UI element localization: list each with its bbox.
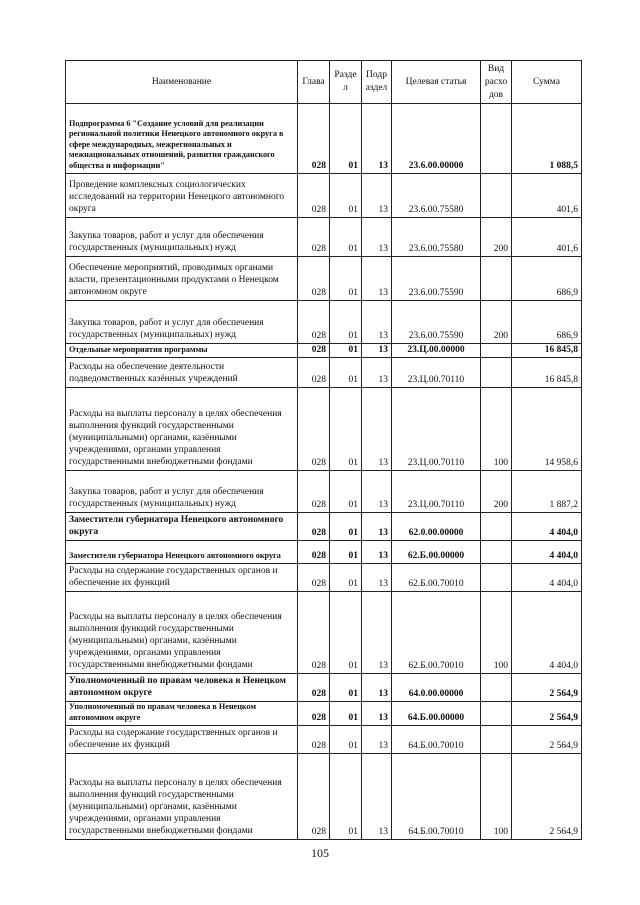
cell-section: 01 bbox=[330, 541, 362, 564]
budget-table bbox=[65, 60, 582, 840]
cell-name: Расходы на выплаты персоналу в целях обеспечения выполнения функций государственными (муниципальными) органами, казёнными учреждениями, органами управления государственными внебюджетными фондами bbox=[66, 388, 298, 471]
page-number: 105 bbox=[311, 846, 329, 860]
cell-type: 100 bbox=[481, 754, 512, 840]
cell-chapter: 028 bbox=[298, 592, 330, 674]
header-chapter: Глава bbox=[298, 61, 330, 104]
cell-sum: 2 564,9 bbox=[512, 702, 582, 726]
table-row bbox=[66, 726, 582, 754]
table-row bbox=[66, 218, 582, 257]
cell-target: 64.Б.00.70010 bbox=[392, 754, 481, 840]
cell-type bbox=[481, 104, 512, 174]
cell-subsection: 13 bbox=[362, 358, 392, 388]
cell-section: 01 bbox=[330, 754, 362, 840]
cell-sum: 686,9 bbox=[512, 257, 582, 301]
cell-sum: 4 404,0 bbox=[512, 592, 582, 674]
cell-chapter: 028 bbox=[298, 726, 330, 754]
cell-name: Расходы на содержание государственных органов и обеспечение их функций bbox=[66, 726, 298, 754]
table-row bbox=[66, 301, 582, 344]
cell-section: 01 bbox=[330, 104, 362, 174]
header-name: Наименование bbox=[66, 61, 298, 104]
cell-subsection: 13 bbox=[362, 301, 392, 344]
cell-type: 200 bbox=[481, 218, 512, 257]
cell-name: Заместители губернатора Ненецкого автономного округа bbox=[66, 513, 298, 541]
cell-target: 23.6.00.75590 bbox=[392, 257, 481, 301]
cell-subsection: 13 bbox=[362, 218, 392, 257]
cell-chapter: 028 bbox=[298, 541, 330, 564]
cell-target: 23.6.00.75580 bbox=[392, 218, 481, 257]
cell-subsection: 13 bbox=[362, 513, 392, 541]
cell-name: Подпрограмма 6 "Создание условий для реализации региональной политики Ненецкого автономного округа в сфере международных, межрегиональных и межнациональных отношений, развития гражданского общества и информации" bbox=[66, 104, 298, 174]
cell-type bbox=[481, 257, 512, 301]
cell-name: Заместители губернатора Ненецкого автономного округа bbox=[66, 541, 298, 564]
cell-sum: 1 088,5 bbox=[512, 104, 582, 174]
table-row bbox=[66, 257, 582, 301]
cell-target: 23.6.00.00000 bbox=[392, 104, 481, 174]
cell-chapter: 028 bbox=[298, 218, 330, 257]
cell-target: 23.6.00.75580 bbox=[392, 174, 481, 218]
cell-type bbox=[481, 674, 512, 702]
cell-chapter: 028 bbox=[298, 513, 330, 541]
cell-section: 01 bbox=[330, 344, 362, 358]
cell-target: 23.Ц.00.70110 bbox=[392, 471, 481, 513]
cell-name: Расходы на выплаты персоналу в целях обеспечения выполнения функций государственными (муниципальными) органами, казёнными учреждениями, органами управления государственными внебюджетными фондами bbox=[66, 592, 298, 674]
cell-type: 100 bbox=[481, 592, 512, 674]
cell-section: 01 bbox=[330, 388, 362, 471]
table-row bbox=[66, 702, 582, 726]
cell-type bbox=[481, 541, 512, 564]
cell-type bbox=[481, 726, 512, 754]
table-row bbox=[66, 471, 582, 513]
header-type: Вид расхо дов bbox=[481, 61, 512, 104]
header-subsection: Подр аздел bbox=[362, 61, 392, 104]
table-header-row bbox=[66, 61, 582, 104]
cell-target: 23.Ц.00.00000 bbox=[392, 344, 481, 358]
cell-sum: 2 564,9 bbox=[512, 674, 582, 702]
table-body bbox=[66, 104, 582, 840]
cell-section: 01 bbox=[330, 513, 362, 541]
cell-subsection: 13 bbox=[362, 754, 392, 840]
cell-subsection: 13 bbox=[362, 541, 392, 564]
cell-sum: 4 404,0 bbox=[512, 513, 582, 541]
cell-sum: 14 958,6 bbox=[512, 388, 582, 471]
cell-type bbox=[481, 564, 512, 592]
cell-subsection: 13 bbox=[362, 592, 392, 674]
cell-section: 01 bbox=[330, 674, 362, 702]
cell-subsection: 13 bbox=[362, 674, 392, 702]
cell-chapter: 028 bbox=[298, 104, 330, 174]
cell-name: Проведение комплексных социологических исследований на территории Ненецкого автономного округа bbox=[66, 174, 298, 218]
cell-section: 01 bbox=[330, 218, 362, 257]
cell-section: 01 bbox=[330, 702, 362, 726]
cell-type: 200 bbox=[481, 471, 512, 513]
cell-name: Закупка товаров, работ и услуг для обеспечения государственных (муниципальных) нужд bbox=[66, 471, 298, 513]
cell-sum: 4 404,0 bbox=[512, 541, 582, 564]
table-row bbox=[66, 104, 582, 174]
cell-section: 01 bbox=[330, 592, 362, 674]
cell-type: 200 bbox=[481, 301, 512, 344]
cell-name: Расходы на содержание государственных органов и обеспечение их функций bbox=[66, 564, 298, 592]
cell-section: 01 bbox=[330, 174, 362, 218]
cell-subsection: 13 bbox=[362, 388, 392, 471]
cell-chapter: 028 bbox=[298, 358, 330, 388]
cell-subsection: 13 bbox=[362, 174, 392, 218]
table-row bbox=[66, 564, 582, 592]
cell-sum: 401,6 bbox=[512, 218, 582, 257]
cell-sum: 686,9 bbox=[512, 301, 582, 344]
cell-target: 62.Б.00.70010 bbox=[392, 592, 481, 674]
cell-section: 01 bbox=[330, 358, 362, 388]
cell-chapter: 028 bbox=[298, 388, 330, 471]
cell-chapter: 028 bbox=[298, 754, 330, 840]
cell-target: 64.0.00.00000 bbox=[392, 674, 481, 702]
cell-section: 01 bbox=[330, 726, 362, 754]
cell-sum: 4 404,0 bbox=[512, 564, 582, 592]
header-sum: Сумма bbox=[512, 61, 582, 104]
cell-subsection: 13 bbox=[362, 257, 392, 301]
cell-subsection: 13 bbox=[362, 726, 392, 754]
cell-subsection: 13 bbox=[362, 344, 392, 358]
cell-target: 62.0.00.00000 bbox=[392, 513, 481, 541]
cell-name: Обеспечение мероприятий, проводимых органами власти, презентационными продуктами о Ненецком автономном округе bbox=[66, 257, 298, 301]
cell-name: Закупка товаров, работ и услуг для обеспечения государственных (муниципальных) нужд bbox=[66, 301, 298, 344]
header-section: Разде л bbox=[330, 61, 362, 104]
cell-name: Отдельные мероприятия программы bbox=[66, 344, 298, 358]
cell-target: 23.6.00.75590 bbox=[392, 301, 481, 344]
table-row bbox=[66, 388, 582, 471]
table-row bbox=[66, 674, 582, 702]
cell-type: 100 bbox=[481, 388, 512, 471]
cell-target: 62.Б.00.00000 bbox=[392, 541, 481, 564]
cell-type bbox=[481, 702, 512, 726]
cell-type bbox=[481, 344, 512, 358]
cell-chapter: 028 bbox=[298, 174, 330, 218]
cell-sum: 16 845,8 bbox=[512, 358, 582, 388]
cell-sum: 2 564,9 bbox=[512, 726, 582, 754]
cell-sum: 2 564,9 bbox=[512, 754, 582, 840]
header-target: Целевая статья bbox=[392, 61, 481, 104]
cell-target: 62.Б.00.70010 bbox=[392, 564, 481, 592]
cell-section: 01 bbox=[330, 564, 362, 592]
cell-section: 01 bbox=[330, 257, 362, 301]
cell-name: Расходы на выплаты персоналу в целях обеспечения выполнения функций государственными (муниципальными) органами, казёнными учреждениями, органами управления государственными внебюджетными фондами bbox=[66, 754, 298, 840]
cell-name: Расходы на обеспечение деятельности подведомственных казённых учреждений bbox=[66, 358, 298, 388]
cell-target: 64.Б.00.70010 bbox=[392, 726, 481, 754]
cell-chapter: 028 bbox=[298, 564, 330, 592]
cell-chapter: 028 bbox=[298, 471, 330, 513]
cell-type bbox=[481, 358, 512, 388]
cell-chapter: 028 bbox=[298, 257, 330, 301]
cell-name: Уполномоченный по правам человека в Ненецком автономном округе bbox=[66, 674, 298, 702]
cell-sum: 16 845,8 bbox=[512, 344, 582, 358]
table-row bbox=[66, 513, 582, 541]
cell-section: 01 bbox=[330, 471, 362, 513]
table-row bbox=[66, 592, 582, 674]
cell-sum: 1 887,2 bbox=[512, 471, 582, 513]
cell-name: Закупка товаров, работ и услуг для обеспечения государственных (муниципальных) нужд bbox=[66, 218, 298, 257]
cell-target: 23.Ц.00.70110 bbox=[392, 358, 481, 388]
table-row bbox=[66, 358, 582, 388]
cell-chapter: 028 bbox=[298, 301, 330, 344]
cell-chapter: 028 bbox=[298, 702, 330, 726]
table-row bbox=[66, 344, 582, 358]
cell-name: Уполномоченный по правам человека в Ненецком автономном округе bbox=[66, 702, 298, 726]
cell-type bbox=[481, 513, 512, 541]
cell-chapter: 028 bbox=[298, 674, 330, 702]
cell-section: 01 bbox=[330, 301, 362, 344]
cell-chapter: 028 bbox=[298, 344, 330, 358]
table-row bbox=[66, 754, 582, 840]
cell-subsection: 13 bbox=[362, 564, 392, 592]
cell-target: 64.Б.00.00000 bbox=[392, 702, 481, 726]
cell-subsection: 13 bbox=[362, 104, 392, 174]
cell-subsection: 13 bbox=[362, 471, 392, 513]
cell-type bbox=[481, 174, 512, 218]
cell-subsection: 13 bbox=[362, 702, 392, 726]
cell-sum: 401,6 bbox=[512, 174, 582, 218]
table-row bbox=[66, 541, 582, 564]
table-row bbox=[66, 174, 582, 218]
cell-target: 23.Ц.00.70110 bbox=[392, 388, 481, 471]
